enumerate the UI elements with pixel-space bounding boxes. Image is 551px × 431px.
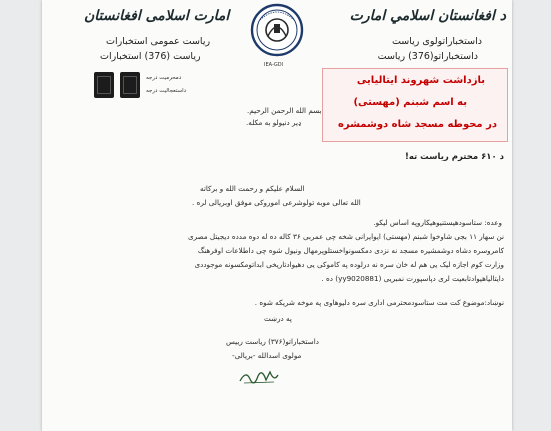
header-right-line2: داستخباراتو(376) ریاست — [377, 51, 478, 62]
header-left-line2: ریاست (376) استخبارات — [100, 51, 201, 62]
emblem-seal-icon — [250, 2, 304, 60]
signatory-title: داستخباراتو(۳۷۶) ریاست رییس — [226, 337, 319, 346]
emblem-code: IEA-GDI — [264, 62, 284, 68]
signatory-name: مولوی اسدالله -بریالی- — [232, 351, 302, 360]
note-line3: در محوطه مسجد شاه دوشمشره — [338, 119, 497, 130]
closing-line: په درښت — [264, 314, 292, 323]
header-right-calligraphy: د افغانستان اسلامي امارت — [349, 8, 506, 24]
bismillah: بسم الله الرحمن الرحیم. — [247, 106, 322, 115]
classification-label: دمحرمیت درجه — [146, 75, 182, 81]
note-line2: به اسم شبنم (مهستی) — [353, 97, 467, 108]
urgency-label: داستعجالیت درجه — [146, 88, 187, 94]
recipient-line: د ۶۱۰ محترم ریاست ته! — [404, 152, 504, 162]
paragraph-line2: کامروسره دشاه دوشمشیره مسجد نه نزدی دمکسونواخستلوپرمهال ونیول شوه چی داطلاعات اوفرهنگ — [197, 246, 504, 255]
stamp-box-1 — [94, 72, 114, 98]
prayer-line: الله تعالی موبه تولوشرعی اموروکی موفق اوبریالی لره . — [192, 198, 361, 207]
note-line1: بازداشت شهروند ایتالیایی — [356, 75, 485, 86]
paragraph-line3: وزارت کوم اجازه لیک یی هم له خان سره نه درلوده په کاموکی یی دهیوادتاریخی ابداتومکسونه موجوددی — [194, 260, 504, 269]
stamp-box-2 — [120, 72, 140, 98]
document-page — [42, 0, 512, 431]
header-right-line1: داستخباراتولوی ریاست — [391, 36, 482, 47]
header-left-calligraphy: امارت اسلامی افغانستان — [84, 8, 230, 24]
greeting-line: السلام علیکم و رحمت الله و برکاته — [200, 184, 305, 193]
request-line: نوښاد:موضوع کت مت ستاسودمحترمی اداری سره دلیوهاوی په موخه شریکه شوه . — [254, 298, 504, 307]
handwritten-signature — [238, 366, 280, 386]
confidential-note: ډیر دنیولو به مکله. — [246, 118, 302, 127]
header-left-line1: ریاست عمومی استخبارات — [106, 36, 211, 47]
subject-line: وعده: ستاسودهیستنیوهیکاروپه اساس لیکو. — [373, 218, 502, 227]
annotation-note — [322, 68, 508, 142]
paragraph-line4: دایتالیاهیوادتابعیت لری دپاسپورت نمبریی (yy9020881) ده . — [321, 274, 504, 283]
paragraph-line1: نن سهار ۱۱ بجی شاوخوا شبنم (مهستی) ایوایرانی شخه چی عمربی ۳۶ کاله ده له دوه مدده دیجیتل مصری — [187, 232, 504, 241]
